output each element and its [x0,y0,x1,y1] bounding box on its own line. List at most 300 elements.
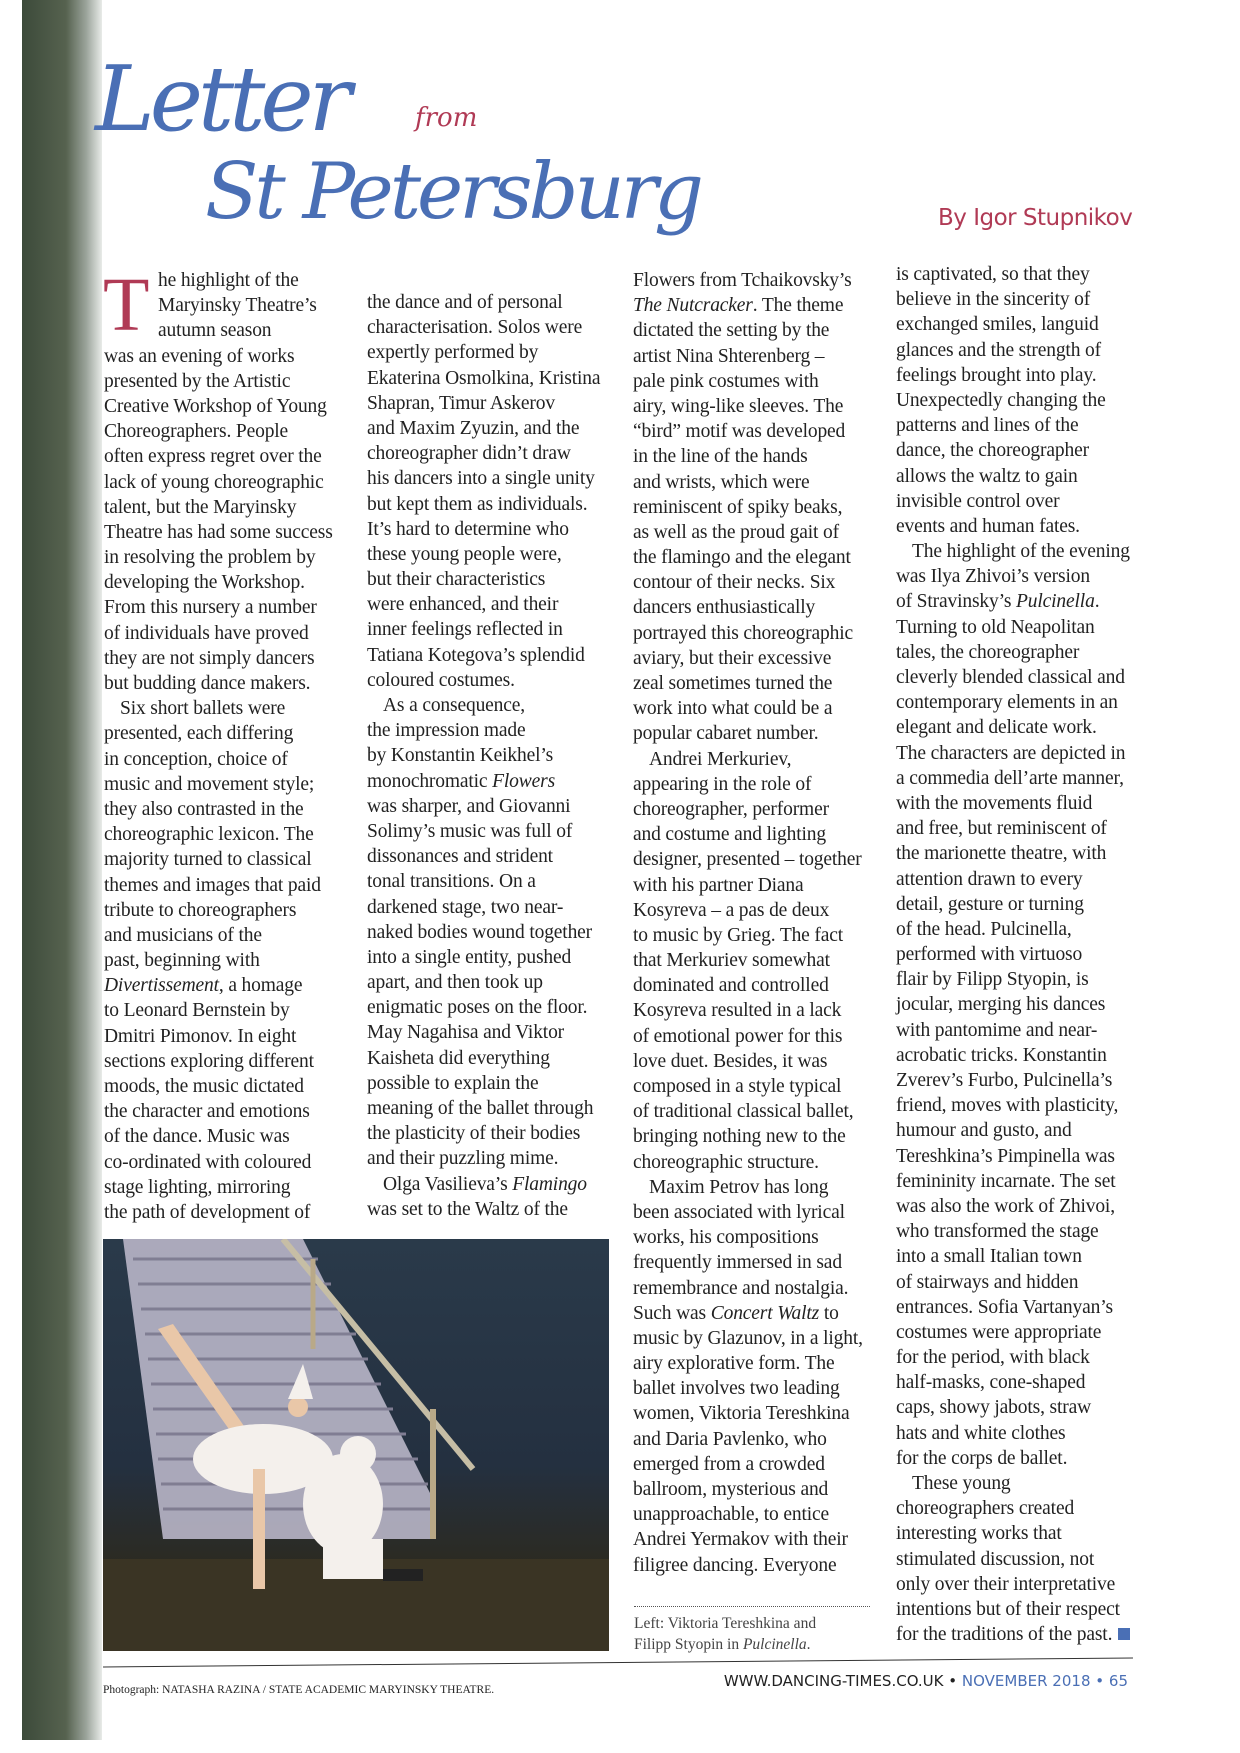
text-line [896,564,1130,589]
line-text: in the line of the hands [633,446,808,468]
footer-rule [103,1658,1133,1668]
text-line [633,570,863,595]
line-text: Choreographers. People [104,421,289,443]
text-line [104,595,333,620]
line-text: jocular, merging his dances [896,994,1106,1016]
text-line [633,369,863,394]
line-text: interesting works that [896,1523,1062,1545]
text-line [367,819,600,844]
line-text: for the corps de ballet. [896,1447,1068,1469]
line-text: inner feelings reflected in [367,619,563,641]
text-line [633,671,863,696]
text-line [896,1320,1130,1345]
line-text: performed with virtuoso [896,944,1083,966]
line-text: detail, gesture or turning [896,893,1084,915]
line-text: glances and the strength of [896,339,1101,361]
text-line [367,617,600,642]
text-line [367,794,600,819]
line-text: been associated with lyrical [633,1201,845,1223]
text-line [633,1124,863,1149]
line-text: costumes were appropriate [896,1321,1102,1343]
text-line [633,923,863,948]
text-line [104,495,333,520]
line-text: ballet involves two leading [633,1378,840,1400]
text-line [633,948,863,973]
work-title: Pulcinella [1016,591,1095,613]
separator: • [948,1672,958,1690]
text-line [367,315,600,340]
line-text: majority turned to classical [104,849,312,871]
line-text: meaning of the ballet through [367,1098,594,1119]
text-line [896,942,1130,967]
line-text: he highlight of the [158,270,299,291]
text-line [367,466,600,491]
text-line [896,690,1130,715]
line-text: lack of young choreographic [104,471,324,493]
line-text: the path of development of [104,1201,311,1223]
line-text: naked bodies wound together [367,921,593,943]
text-line [896,1043,1130,1068]
text-line [104,394,333,419]
page-footer [724,1672,1128,1690]
line-text: but kept them as individuals. [367,493,588,515]
line-text: stimulated discussion, not [896,1548,1095,1570]
text-line [104,998,333,1023]
text-line [104,797,333,822]
line-text: attention drawn to every [896,868,1083,890]
text-line [367,895,600,920]
text-line: Such was Concert Waltz to [633,1302,839,1324]
line-text: co-ordinated with coloured [104,1151,312,1173]
text-line [633,470,863,495]
line-text: half-masks, cone-shaped [896,1372,1086,1394]
line-text: “bird” motif was developed [633,421,846,443]
text-line [633,595,863,620]
line-text: and Daria Pavlenko, who [633,1428,827,1450]
line-text: of traditional classical ballet, [633,1101,854,1123]
text-line [896,1270,1130,1295]
line-text: Maryinsky Theatre’s [158,295,317,317]
caption-punct: . [806,1636,811,1653]
line-text: entrances. Sofia Vartanyan’s [896,1296,1113,1318]
text-line [633,973,863,998]
line-text: bringing nothing new to the [633,1126,846,1148]
line-text: Zverev’s Furbo, Pulcinella’s [896,1070,1113,1091]
line-text: intentions but of their respect [896,1598,1120,1620]
text-line [104,696,333,721]
text-line [367,1046,600,1071]
text-line [104,923,333,948]
text-line [633,1074,863,1099]
line-text: is captivated, so that they [896,264,1090,285]
line-text: moods, the music dictated [104,1076,304,1097]
line-text: the plasticity of their bodies [367,1123,581,1145]
line-text: presented, each differing [104,723,294,745]
text-line [896,715,1130,740]
text-line [633,1553,863,1578]
line-text: was also the work of Zhivoi, [896,1195,1115,1217]
line-text: by Konstantin Keikhel’s [367,745,554,767]
line-text: choreographers created [896,1498,1075,1520]
text-line [633,1276,863,1301]
line-text: was Ilya Zhivoi’s version [896,566,1090,588]
title-from: from [415,103,478,133]
text-line [104,847,333,872]
text-line [896,1521,1130,1546]
caption-ballet-title: Pulcinella [742,1636,807,1653]
line-text: talent, but the Maryinsky [104,496,297,518]
line-text: Maxim Petrov has long [649,1176,829,1198]
line-text: choreographic lexicon. The [104,824,314,846]
text-line [896,489,1130,514]
line-text: designer, presented – together [633,849,862,871]
text-line [896,640,1130,665]
line-text: for the period, with black [896,1347,1090,1369]
line-text: often express regret over the [104,446,322,468]
text-line [104,318,333,343]
line-text: sections exploring different [104,1050,314,1072]
text-line [104,545,333,570]
work-title: Divertissement [104,975,219,997]
line-text: women, Viktoria Tereshkina [633,1403,850,1425]
line-text: coloured costumes. [367,669,515,691]
text-line [633,1401,863,1426]
text-line [896,1194,1130,1219]
line-text: ballroom, mysterious and [633,1479,829,1500]
text-line [104,444,333,469]
line-text: and Maxim Zyuzin, and the [367,417,580,439]
line-text: frequently immersed in sad [633,1252,842,1274]
line-text: the character and emotions [104,1101,310,1123]
caption-line-1: Left: Viktoria Tereshkina and [634,1615,817,1632]
text-line [633,1326,863,1351]
line-text: the flamingo and the elegant [633,547,851,569]
text-line [896,1572,1130,1597]
line-text: appearing in the role of [633,773,812,795]
line-text: apart, and then took up [367,972,543,994]
text-line [367,920,600,945]
text-line [367,1071,600,1096]
text-line [367,1096,600,1121]
line-text: Kaisheta did everything [367,1047,550,1069]
line-text: Tereshkina’s Pimpinella was [896,1145,1115,1167]
text-line [633,1099,863,1124]
website-link[interactable]: WWW.DANCING-TIMES.CO.UK [723,1672,944,1690]
text-line [896,841,1130,866]
text-line [104,1124,333,1149]
line-text: filigree dancing. Everyone [633,1554,837,1576]
line-text: remembrance and nostalgia. [633,1277,849,1299]
text-line [896,363,1130,388]
line-text: The highlight of the evening [912,541,1130,563]
line-text: believe in the sincerity of [896,289,1091,311]
title-city: St Petersburg [205,147,700,237]
line-text: in conception, choice of [104,748,288,770]
article-column-3 [633,268,863,1578]
text-line [896,1597,1130,1622]
text-line [633,495,863,520]
work-title: The Nutcracker [633,295,753,317]
line-text: love duet. Besides, it was [633,1050,828,1072]
text-line [896,1345,1130,1370]
text-line [896,413,1130,438]
text-line [367,970,600,995]
text-line [633,873,863,898]
line-text: Kosyreva – a pas de deux [633,899,830,921]
line-text: Shapran, Timur Askerov [367,392,555,414]
line-text: stage lighting, mirroring [104,1176,291,1198]
text-line [104,1099,333,1124]
line-text: the marionette theatre, with [896,843,1107,865]
text-line [633,1351,863,1376]
line-text: patterns and lines of the [896,415,1079,437]
line-text: of stairways and hidden [896,1271,1079,1293]
line-text: in resolving the problem by [104,547,316,569]
text-line [633,318,863,343]
line-text: May Nagahisa and Viktor [367,1022,565,1044]
line-text: of emotional power for this [633,1025,843,1047]
line-text: tonal transitions. On a [367,871,536,893]
text-line [896,1018,1130,1043]
line-text: of the dance. Music was [104,1126,290,1148]
line-text: caps, showy jabots, straw [896,1397,1092,1419]
ballet-photo-illustration [103,1239,609,1651]
text-line [633,444,863,469]
line-text: hats and white clothes [896,1422,1066,1444]
text-line [633,1200,863,1225]
line-text: dissonances and strident [367,846,553,868]
text-line [896,1395,1130,1420]
line-text: composed in a style typical [633,1076,842,1097]
text-line [896,438,1130,463]
drop-cap: T [103,263,150,347]
text-line [104,1200,333,1225]
line-text: these young people were, [367,543,562,565]
text-line [104,898,333,923]
line-text: a commedia dell’arte manner, [896,767,1124,789]
text-line [896,1144,1130,1169]
text-line [896,892,1130,917]
text-line [896,1295,1130,1320]
text-line: The Nutcracker. The theme [633,295,844,317]
line-text: Creative Workshop of Young [104,395,327,417]
text-line [633,1502,863,1527]
line-text: to music by Grieg. The fact [633,924,844,946]
line-text: choreographer, performer [633,798,829,820]
line-text: but budding dance makers. [104,673,311,694]
text-line [633,419,863,444]
line-text: Six short ballets were [120,698,286,720]
page-number: 65 [1108,1672,1128,1690]
text-line [896,1370,1130,1395]
text-line [896,1219,1130,1244]
line-text: were enhanced, and their [367,594,559,616]
text-line [104,873,333,898]
issue-date: NOVEMBER 2018 [961,1672,1091,1690]
line-text: dance, the choreographer [896,440,1089,462]
text-line: monochromatic Flowers [367,770,556,792]
text-line [633,1150,863,1175]
text-line [367,391,600,416]
text-line [104,948,333,973]
line-text: the impression made [367,720,526,742]
text-line [104,1049,333,1074]
text-line [633,1049,863,1074]
line-text: but their characteristics [367,569,546,591]
text-line [896,539,1130,564]
line-text: cleverly blended classical and [896,667,1125,688]
text-line [633,822,863,847]
line-text: and costume and lighting [633,824,826,846]
line-text: who transformed the stage [896,1221,1099,1243]
line-text: past, beginning with [104,950,260,972]
text-line [896,665,1130,690]
text-line [633,772,863,797]
text-line [104,822,333,847]
line-text: the dance and of personal [367,292,563,313]
text-line [633,1527,863,1552]
line-text: into a single entity, pushed [367,946,572,968]
text-line [367,441,600,466]
text-line [104,419,333,444]
text-line [633,621,863,646]
text-line [896,1244,1130,1269]
text-line [633,520,863,545]
text-line [633,998,863,1023]
line-text: From this nursery a number [104,597,317,619]
text-line [367,290,600,315]
text-line [896,867,1130,892]
text-line [367,844,600,869]
text-line [896,1118,1130,1143]
line-text: humour and gusto, and [896,1120,1072,1142]
text-line [367,668,600,693]
line-text: music by Glazunov, in a light, [633,1327,863,1349]
line-text: As a consequence, [383,695,526,716]
line-text: Ekaterina Osmolkina, Kristina [367,367,601,389]
text-line [104,470,333,495]
line-text: of individuals have proved [104,622,309,644]
line-text: was an evening of works [104,345,295,367]
text-line [367,567,600,592]
text-line [896,514,1130,539]
line-text: flair by Filipp Styopin, is [896,969,1089,991]
line-text: of the head. Pulcinella, [896,918,1072,940]
text-line [367,1020,600,1045]
text-line [104,1074,333,1099]
line-text: and wrists, which were [633,471,810,493]
line-text: developing the Workshop. [104,572,305,594]
text-line: of Stravinsky’s Pulcinella. [896,591,1100,613]
line-text: to Leonard Bernstein by [104,1000,290,1022]
text-line [633,747,863,772]
text-line: Olga Vasilieva’s Flamingo [383,1173,587,1195]
text-line [367,542,600,567]
text-line [104,721,333,746]
text-line [633,1175,863,1200]
text-line [633,394,863,419]
line-text: Andrei Merkuriev, [649,748,792,770]
line-text: presented by the Artistic [104,370,291,392]
line-text: work into what could be a [633,698,833,720]
line-text: It’s hard to determine who [367,518,569,540]
line-text: choreographic structure. [633,1151,819,1173]
text-line [896,816,1130,841]
text-line [367,1121,600,1146]
text-line [104,1175,333,1200]
line-text: tales, the choreographer [896,641,1080,663]
text-line [633,847,863,872]
text-line: Divertissement, a homage [104,975,303,997]
line-text: Solimy’s music was full of [367,820,573,842]
text-line [367,340,600,365]
article-column-1 [103,263,333,1225]
text-line [367,416,600,441]
text-line [367,366,600,391]
text-line [896,287,1130,312]
line-text: The characters are depicted in [896,742,1126,764]
text-line [633,1376,863,1401]
text-line [367,995,600,1020]
line-text: for the traditions of the past. [896,1624,1113,1646]
text-line [896,967,1130,992]
line-text: elegant and delicate work. [896,717,1097,739]
text-line [104,646,333,671]
text-line [104,772,333,797]
line-text: themes and images that paid [104,874,321,896]
line-text: allows the waltz to gain [896,465,1078,487]
line-text: choreographer didn’t draw [367,443,571,465]
line-text: and musicians of the [104,924,262,946]
text-line [896,1471,1130,1496]
text-line [896,338,1130,363]
line-text: was set to the Waltz of the [367,1198,568,1220]
line-text: emerged from a crowded [633,1453,825,1475]
text-line [633,721,863,746]
text-line [896,312,1130,337]
text-line [896,615,1130,640]
article-column-2 [367,290,600,1222]
text-line [104,268,333,293]
line-text: Flowers from Tchaikovsky’s [633,270,852,291]
line-text: they also contrasted in the [104,798,304,820]
text-line [104,1150,333,1175]
line-text: with the movements fluid [896,792,1093,814]
text-line [104,1024,333,1049]
text-line [633,898,863,923]
text-line [633,1477,863,1502]
line-text: and free, but reminiscent of [896,818,1107,840]
text-line [896,741,1130,766]
line-text: into a small Italian town [896,1246,1082,1268]
masthead-title [95,47,795,245]
line-text: dominated and controlled [633,975,829,997]
line-text: friend, moves with plasticity, [896,1095,1119,1117]
text-line [896,262,1130,287]
line-text: reminiscent of spiky beaks, [633,496,843,518]
text-line [896,1169,1130,1194]
line-text: pale pink costumes with [633,370,819,392]
ballet-photo [103,1239,609,1651]
photo-caption [634,1606,870,1655]
line-text: Turning to old Neapolitan [896,616,1095,638]
line-text: autumn season [158,320,272,342]
line-text: portrayed this choreographic [633,622,853,644]
line-text: popular cabaret number. [633,723,819,745]
line-text: artist Nina Shterenberg – [633,345,825,367]
line-text: and their puzzling mime. [367,1148,559,1170]
text-line [633,268,863,293]
